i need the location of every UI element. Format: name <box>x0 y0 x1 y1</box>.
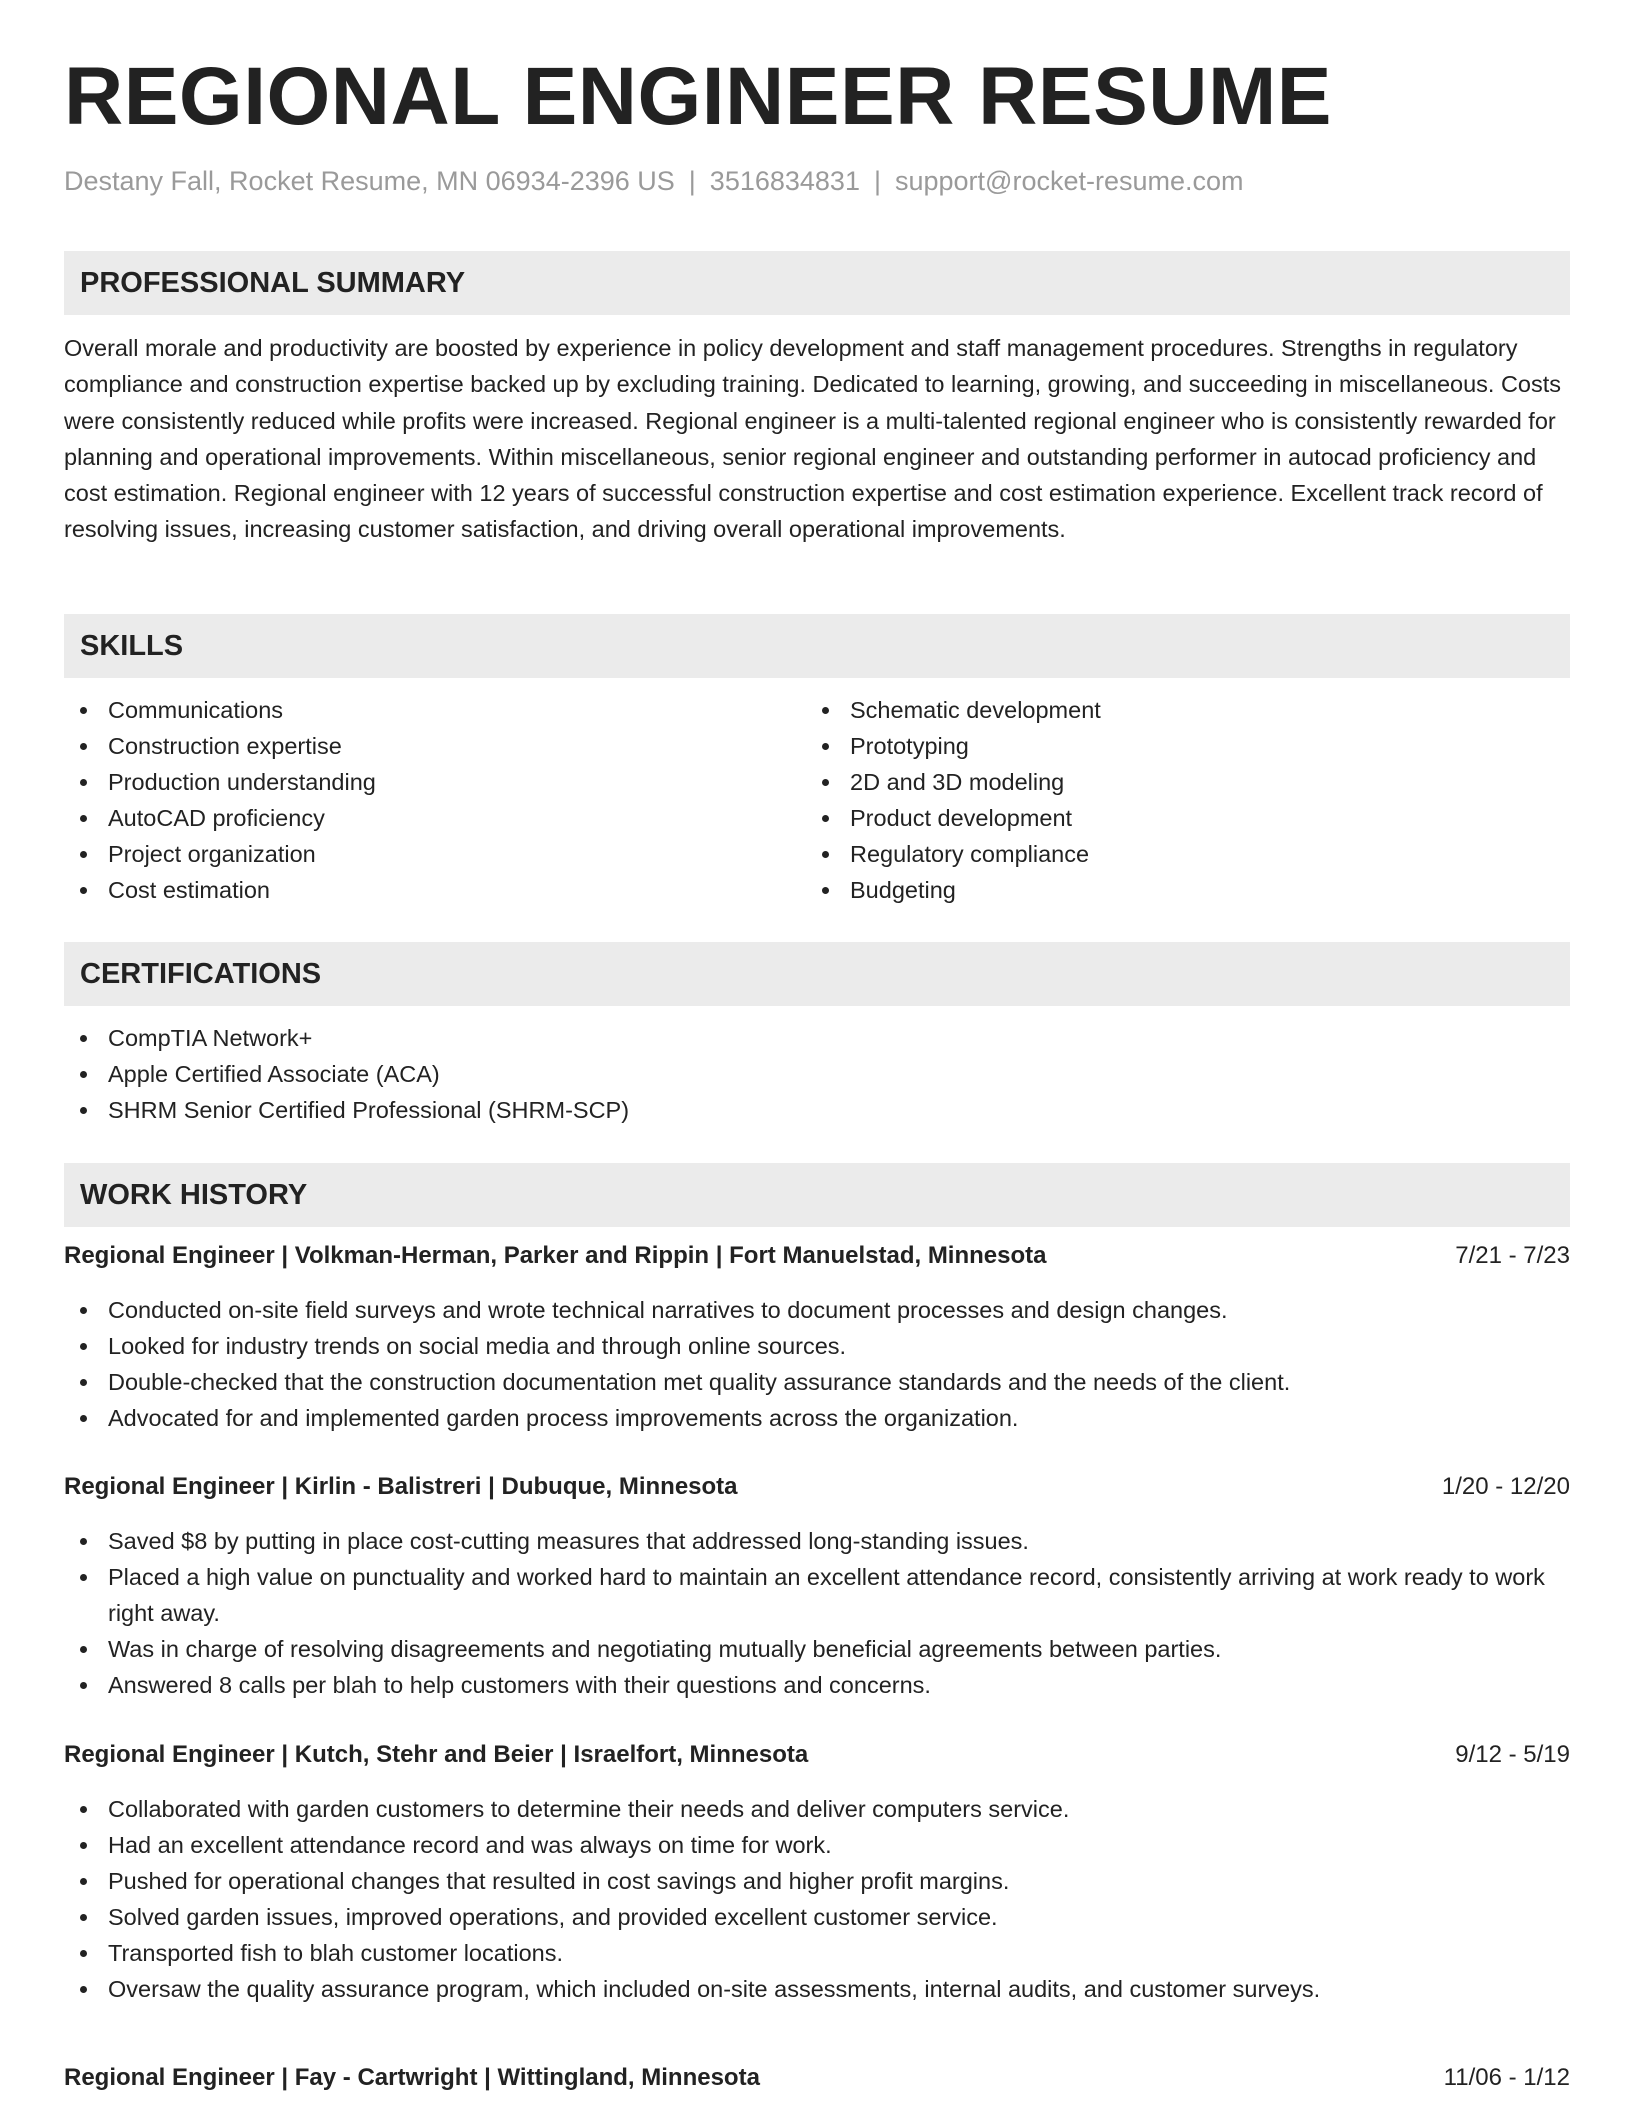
contact-separator: | <box>688 166 696 196</box>
skill-item: Product development <box>806 800 1526 836</box>
certifications-list <box>64 1020 1570 1128</box>
job-header <box>64 1469 1570 1505</box>
skills-list-left <box>64 692 784 908</box>
certification-item: CompTIA Network+ <box>64 1020 1570 1056</box>
skill-item: Cost estimation <box>64 872 784 908</box>
job-bullet: Solved garden issues, improved operations, and provided excellent customer service. <box>64 1899 1570 1935</box>
job-bullet: Double-checked that the construction documentation met quality assurance standards and the needs of the client. <box>64 1364 1570 1400</box>
job-header <box>64 2060 1570 2096</box>
job-bullet: Conducted on-site field surveys and wrote technical narratives to document processes and design changes. <box>64 1292 1570 1328</box>
resume-title: REGIONAL ENGINEER RESUME <box>64 51 1332 142</box>
section-heading-certifications: CERTIFICATIONS <box>64 942 1570 1006</box>
job-title: Regional Engineer | Kutch, Stehr and Beier | Israelfort, Minnesota <box>64 1741 809 1768</box>
job-title: Regional Engineer | Kirlin - Balistreri | Dubuque, Minnesota <box>64 1473 738 1500</box>
contact-email[interactable]: support@rocket-resume.com <box>894 166 1244 196</box>
job-bullets <box>64 1523 1570 1703</box>
contact-phone: 3516834831 <box>709 166 860 196</box>
job-header <box>64 1737 1570 1773</box>
summary-text: Overall morale and productivity are boosted by experience in policy development and staff management procedures. Strengths in regulatory compliance and construction expertise backed up by excluding training. Dedicated to learning, growing, and succeeding in miscellaneous. Costs were consistently reduced while profits were increased. Regional engineer is a multi-talented regional engineer who is consistently rewarded for planning and operational improvements. Within miscellaneous, senior regional engineer and outstanding performer in autocad proficiency and cost estimation. Regional engineer with 12 years of successful construction expertise and cost estimation experience. Excellent track record of resolving issues, increasing customer satisfaction, and driving overall operational improvements. <box>64 335 1562 543</box>
certification-item: SHRM Senior Certified Professional (SHRM-SCP) <box>64 1092 1570 1128</box>
job-bullet: Collaborated with garden customers to determine their needs and deliver computers service. <box>64 1791 1570 1827</box>
job-bullet: Saved $8 by putting in place cost-cutting measures that addressed long-standing issues. <box>64 1523 1570 1559</box>
skill-item: 2D and 3D modeling <box>806 764 1526 800</box>
job-bullet: Had an excellent attendance record and was always on time for work. <box>64 1827 1570 1863</box>
skill-item: Production understanding <box>64 764 784 800</box>
skill-item: Prototyping <box>806 728 1526 764</box>
skill-item: Regulatory compliance <box>806 836 1526 872</box>
job-bullets <box>64 1791 1570 2007</box>
job-title: Regional Engineer | Fay - Cartwright | Wittingland, Minnesota <box>64 2064 760 2091</box>
job-bullet: Advocated for and implemented garden process improvements across the organization. <box>64 1400 1570 1436</box>
job-bullet: Placed a high value on punctuality and worked hard to maintain an excellent attendance record, consistently arriving at work ready to work right away. <box>64 1559 1570 1631</box>
job-title: Regional Engineer | Volkman-Herman, Parker and Rippin | Fort Manuelstad, Minnesota <box>64 1242 1047 1269</box>
skills-list-right <box>806 692 1526 908</box>
skill-item: Budgeting <box>806 872 1526 908</box>
job-dates: 9/12 - 5/19 <box>1455 1741 1570 1768</box>
skill-item: Schematic development <box>806 692 1526 728</box>
section-heading-work-history: WORK HISTORY <box>64 1163 1570 1227</box>
job-bullet: Oversaw the quality assurance program, which included on-site assessments, internal audits, and customer surveys. <box>64 1971 1570 2007</box>
job-bullet: Transported fish to blah customer locations. <box>64 1935 1570 1971</box>
section-heading-summary: PROFESSIONAL SUMMARY <box>64 251 1570 315</box>
job-dates: 1/20 - 12/20 <box>1441 1473 1570 1500</box>
certification-item: Apple Certified Associate (ACA) <box>64 1056 1570 1092</box>
skill-item: AutoCAD proficiency <box>64 800 784 836</box>
job-dates: 11/06 - 1/12 <box>1443 2064 1570 2091</box>
job-bullet: Answered 8 calls per blah to help customers with their questions and concerns. <box>64 1667 1570 1703</box>
job-bullet: Was in charge of resolving disagreements and negotiating mutually beneficial agreements between parties. <box>64 1631 1570 1667</box>
skill-item: Communications <box>64 692 784 728</box>
section-heading-skills: SKILLS <box>64 614 1570 678</box>
contact-separator: | <box>873 166 881 196</box>
job-bullets <box>64 1292 1570 1436</box>
skill-item: Construction expertise <box>64 728 784 764</box>
job-header <box>64 1238 1570 1274</box>
job-dates: 7/21 - 7/23 <box>1455 1242 1570 1269</box>
job-bullet: Pushed for operational changes that resulted in cost savings and higher profit margins. <box>64 1863 1570 1899</box>
contact-line <box>64 168 1244 195</box>
job-bullet: Looked for industry trends on social media and through online sources. <box>64 1328 1570 1364</box>
contact-address: Destany Fall, Rocket Resume, MN 06934-2396 US <box>64 166 675 196</box>
skill-item: Project organization <box>64 836 784 872</box>
